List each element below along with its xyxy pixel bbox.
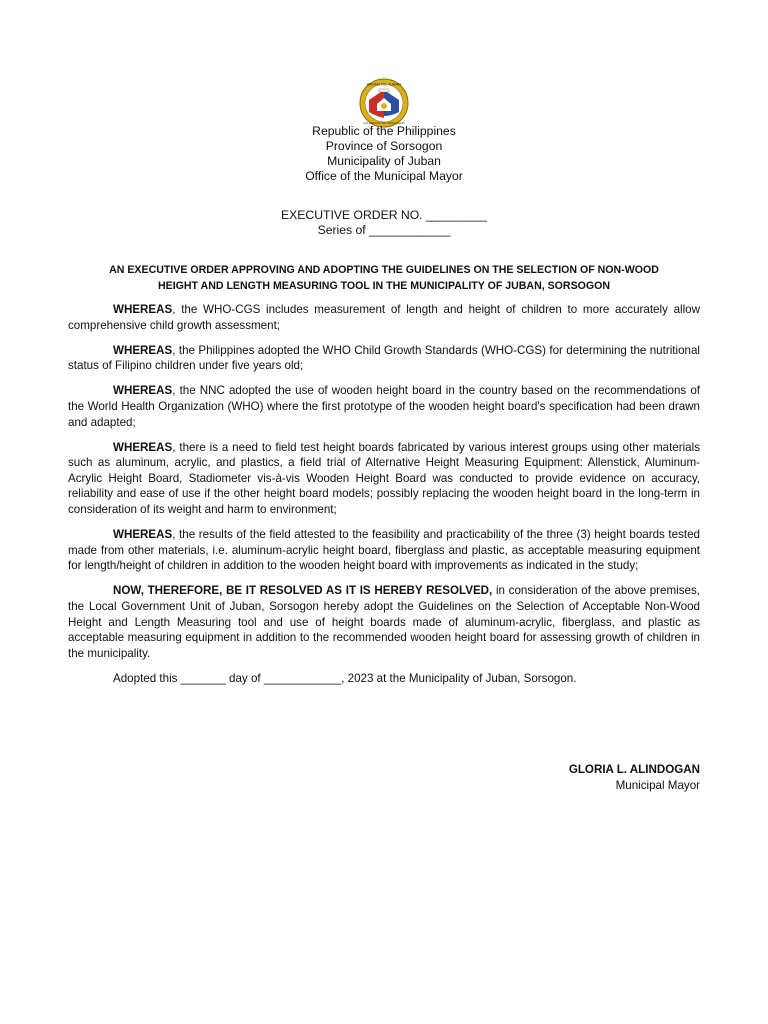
header-municipality: Municipality of Juban	[327, 154, 441, 168]
paragraph-lead: WHEREAS	[113, 343, 173, 357]
municipal-seal-icon	[355, 78, 413, 128]
paragraph-text: in consideration of the above premises, the Local Government Unit of Juban, Sorsogon hereby adopt the Guidelines on the Selection of Acceptable Non-Wood Height and Length Measuring tool and use of height boards made of aluminum-acrylic, fiberglass, and plastic as acceptable measuring equipment in addition to the recommended wooden height board for assessing growth of children in the municipality.	[68, 584, 700, 660]
title-line-2: HEIGHT AND LENGTH MEASURING TOOL IN THE MUNICIPALITY OF JUBAN, SORSOGON	[157, 279, 611, 292]
paragraph-text: , the NNC adopted the use of wooden height board in the country based on the recommendations of the World Health Organization (WHO) where the first prototype of the wooden height board's specification had been drawn and adapted;	[68, 384, 700, 429]
header-office: Office of the Municipal Mayor	[305, 169, 463, 183]
signature-block	[569, 762, 700, 793]
executive-order-block	[0, 208, 768, 238]
paragraph-text: , the results of the field attested to the feasibility and practicability of the three (3) height boards tested made from other materials, i.e. aluminum-acrylic height board, fiberglass and plastic, as acceptable measuring equipment for length/height of children in addition to the wooden height board with improvements as indicated in the study;	[68, 528, 700, 573]
seal-ring-text: BAYAN NG JUBAN	[366, 81, 402, 87]
paragraph-text: , there is a need to field test height boards fabricated by various interest groups using other materials such as aluminum, acrylic, and plastics, a field trial of Alternative Height Measuring Equipment: Allenstick, Aluminum-Acrylic Height Board, Stadiometer vis-à-vis Wooden Height Board was conducted to provide evidence on accuracy, reliability and ease of use if the other height board models; possibly replacing the wooden height board in the long-term in consideration of its weight and harm to environment;	[68, 440, 700, 517]
whereas-paragraph	[68, 383, 700, 430]
whereas-paragraph	[68, 527, 700, 574]
document-header	[0, 124, 768, 184]
title-line-1: AN EXECUTIVE ORDER APPROVING AND ADOPTING THE GUIDELINES ON THE SELECTION OF NON-WOOD	[109, 264, 659, 276]
header-republic: Republic of the Philippines	[312, 124, 456, 138]
paragraph-text: , the WHO-CGS includes measurement of length and height of children to more accurately allow comprehensive child growth assessment;	[68, 303, 700, 332]
whereas-paragraph	[68, 343, 700, 374]
whereas-paragraph	[68, 440, 700, 518]
signatory-name: GLORIA L. ALINDOGAN	[568, 763, 700, 776]
header-province: Province of Sorsogon	[325, 139, 443, 153]
executive-order-number: EXECUTIVE ORDER NO. _________	[281, 208, 487, 222]
executive-order-series: Series of ____________	[317, 223, 451, 237]
paragraph-text: , the Philippines adopted the WHO Child Growth Standards (WHO-CGS) for determining the nutritional status of Filipino children under five years old;	[68, 343, 700, 373]
paragraph-lead: WHEREAS	[113, 384, 173, 398]
document-body	[68, 302, 700, 686]
paragraph-lead: WHEREAS	[113, 528, 173, 542]
resolution-paragraph	[68, 583, 700, 661]
paragraph-lead: WHEREAS	[113, 303, 173, 316]
seal-bottom-text: LALAWIGAN NG SORSOGON	[363, 121, 405, 125]
signatory-title: Municipal Mayor	[615, 778, 700, 792]
whereas-paragraph	[68, 302, 700, 333]
paragraph-lead: NOW, THEREFORE, BE IT RESOLVED AS IT IS HEREBY RESOLVED,	[113, 584, 493, 598]
adopted-line: Adopted this _______ day of ____________, 2023 at the Municipality of Juban, Sorsogon.	[113, 671, 577, 685]
paragraph-lead: WHEREAS	[113, 440, 173, 454]
document-title	[68, 263, 700, 294]
